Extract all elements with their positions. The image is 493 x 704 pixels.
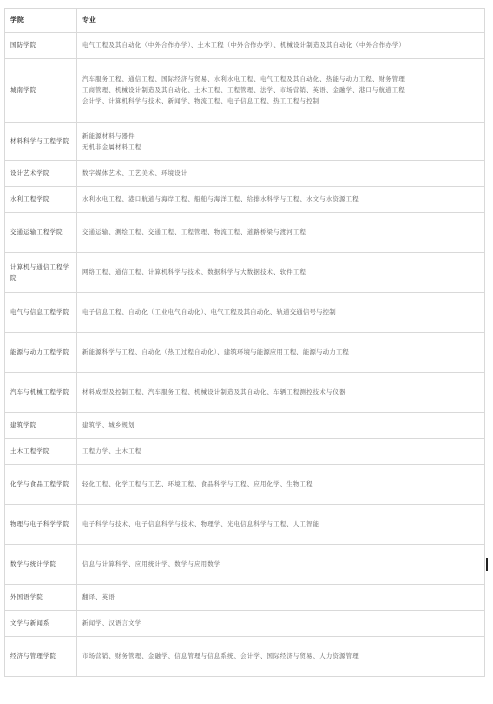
major-cell <box>77 545 485 585</box>
major-line: 新闻学、汉语言文学 <box>82 619 142 627</box>
major-cell <box>77 333 485 373</box>
major-line: 无机非金属材料工程 <box>82 142 142 151</box>
major-cell <box>77 585 485 611</box>
major-cell <box>77 637 485 677</box>
major-line: 翻译、英语 <box>82 593 115 601</box>
table-row <box>5 439 485 465</box>
school-cell: 数学与统计学院 <box>5 545 77 585</box>
school-cell: 能源与动力工程学院 <box>5 333 77 373</box>
major-line: 新能源材料与器件 <box>82 131 135 140</box>
major-line: 轻化工程、化学工程与工艺、环境工程、食品科学与工程、应用化学、生物工程 <box>82 480 313 488</box>
header-school: 学院 <box>5 9 77 33</box>
major-line: 交通运输、测绘工程、交通工程、工程管理、物流工程、道路桥梁与渡河工程 <box>82 228 307 236</box>
school-cell: 化学与食品工程学院 <box>5 465 77 505</box>
major-cell <box>77 611 485 637</box>
table-row <box>5 213 485 253</box>
table-row <box>5 293 485 333</box>
school-cell: 交通运输工程学院 <box>5 213 77 253</box>
school-cell: 土木工程学院 <box>5 439 77 465</box>
table-header-row <box>5 9 485 33</box>
table-row <box>5 611 485 637</box>
major-line: 电气工程及其自动化（中外合作办学）、土木工程（中外合作办学）、机械设计制造及其自动化（中外合作办学） <box>82 41 406 49</box>
school-cell: 电气与信息工程学院 <box>5 293 77 333</box>
major-cell <box>77 161 485 187</box>
header-major: 专业 <box>77 9 485 33</box>
major-cell <box>77 293 485 333</box>
majors-table <box>4 8 485 677</box>
major-line: 材料成型及控制工程、汽车服务工程、机械设计制造及其自动化、车辆工程测控技术与仪器 <box>82 388 346 396</box>
major-line: 会计学、计算机科学与技术、新闻学、物流工程、电子信息工程、热工工程与控制 <box>82 97 320 105</box>
table-row <box>5 333 485 373</box>
table-row <box>5 253 485 293</box>
major-cell <box>77 187 485 213</box>
table-row <box>5 123 485 161</box>
table-row <box>5 637 485 677</box>
major-line: 市场营销、财务管理、金融学、信息管理与信息系统、会计学、国际经济与贸易、人力资源管理 <box>82 652 359 660</box>
major-cell <box>77 373 485 413</box>
major-cell <box>77 465 485 505</box>
table-row <box>5 187 485 213</box>
school-cell: 物理与电子科学学院 <box>5 505 77 545</box>
major-cell <box>77 439 485 465</box>
school-cell: 外国语学院 <box>5 585 77 611</box>
school-cell: 国防学院 <box>5 33 77 59</box>
major-cell <box>77 59 485 123</box>
majors-table-container <box>4 8 484 677</box>
school-cell: 城南学院 <box>5 59 77 123</box>
major-line: 网络工程、通信工程、计算机科学与技术、数据科学与大数据技术、软件工程 <box>82 268 307 276</box>
table-row <box>5 33 485 59</box>
table-row <box>5 373 485 413</box>
major-line: 建筑学、城乡规划 <box>82 421 135 429</box>
school-cell: 文学与新闻系 <box>5 611 77 637</box>
school-cell: 经济与管理学院 <box>5 637 77 677</box>
table-row <box>5 59 485 123</box>
school-cell: 建筑学院 <box>5 413 77 439</box>
table-row <box>5 161 485 187</box>
major-cell <box>77 33 485 59</box>
major-line: 电子信息工程、自动化（工业电气自动化）、电气工程及其自动化、轨道交通信号与控制 <box>82 308 336 316</box>
text-cursor-marker <box>486 558 488 571</box>
school-cell: 汽车与机械工程学院 <box>5 373 77 413</box>
table-row <box>5 465 485 505</box>
major-cell <box>77 253 485 293</box>
table-row <box>5 413 485 439</box>
school-cell: 材料科学与工程学院 <box>5 123 77 161</box>
major-line: 新能源科学与工程、自动化（热工过程自动化）、建筑环境与能源应用工程、能源与动力工程 <box>82 348 350 356</box>
major-line: 水利水电工程、港口航道与海岸工程、船舶与海洋工程、给排水科学与工程、水文与水资源工程 <box>82 195 359 203</box>
table-row <box>5 545 485 585</box>
major-line: 工商管理、机械设计制造及其自动化、土木工程、工程管理、法学、市场营销、英语、金融学、港口与航道工程 <box>82 86 405 94</box>
table-row <box>5 505 485 545</box>
major-cell <box>77 213 485 253</box>
major-line: 汽车服务工程、通信工程、国际经济与贸易、水利水电工程、电气工程及其自动化、热能与动力工程、财务管理 <box>82 75 405 83</box>
major-cell <box>77 413 485 439</box>
major-line: 信息与计算科学、应用统计学、数学与应用数学 <box>82 560 221 568</box>
table-row <box>5 585 485 611</box>
major-cell <box>77 123 485 161</box>
school-cell: 水利工程学院 <box>5 187 77 213</box>
school-cell: 设计艺术学院 <box>5 161 77 187</box>
major-cell <box>77 505 485 545</box>
school-cell: 计算机与通信工程学院 <box>5 253 77 293</box>
major-line: 电子科学与技术、电子信息科学与技术、物理学、光电信息科学与工程、人工智能 <box>82 520 320 528</box>
major-line: 工程力学、土木工程 <box>82 447 142 455</box>
major-line: 数字媒体艺术、工艺美术、环境设计 <box>82 169 188 177</box>
